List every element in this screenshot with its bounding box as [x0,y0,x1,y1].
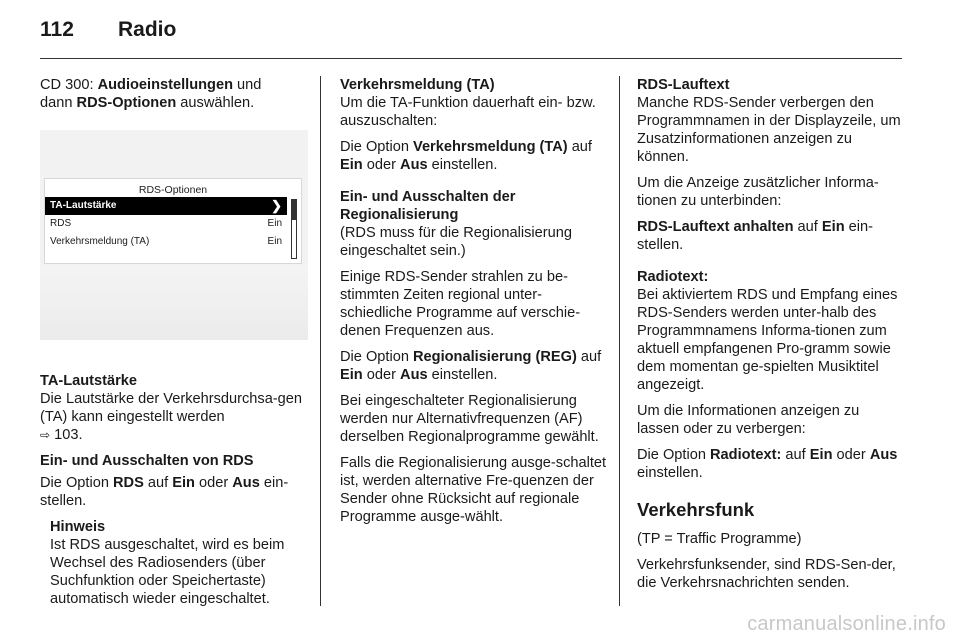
intro-paragraph: CD 300: Audioeinstellungen und dann RDS-Optionen auswählen. [40,77,262,111]
ta-option-paragraph: Die Option Verkehrsmeldung (TA) auf Ein oder Aus einstellen. [340,139,592,173]
column-divider [619,76,620,606]
rds-options-screenshot [40,130,308,340]
section-heading: Verkehrsmeldung (TA) [340,77,495,93]
screen-row-traffic: Verkehrsmeldung (TA) Ein [50,236,282,247]
screen-row-rds: RDS Ein [50,218,282,229]
page-title: Radio [118,18,177,41]
page-number: 112 [40,18,74,41]
column-3 [637,76,905,600]
page-header [40,18,176,48]
rds-paragraph: Die Option RDS auf Ein oder Aus ein-stellen. [40,475,289,509]
hint-box [40,518,308,608]
display-screen [44,178,302,264]
page-reference-icon: ⇨ [40,428,51,442]
section-heading: TA-Lautstärke [40,373,138,389]
reg-option-paragraph: Die Option Regionalisierung (REG) auf Ein oder Aus einstellen. [340,349,602,383]
rt-instruction: Um die Informationen anzeigen zu lassen oder zu verbergen: [637,403,860,437]
screen-title: RDS-Optionen [138,184,208,196]
vf-description: Verkehrsfunksender, sind RDS-Sen-der, die Verkehrsnachrichten senden. [637,557,896,591]
chevron-right-icon: ❯ [271,198,282,213]
section-heading: Ein- und Ausschalten von RDS [40,453,254,469]
column-divider [320,76,321,606]
lt-option-paragraph: RDS-Lauftext anhalten auf Ein ein-stellen. [637,219,873,253]
reg-note: (RDS muss für die Regionalisierung eingeschaltet sein.) [340,225,572,259]
reg-description: Einige RDS-Sender strahlen zu be-stimmten Zeiten regional unter-schiedliche Programme auf verschie-denen Frequenzen aus. [340,269,581,339]
rt-option-paragraph: Die Option Radiotext: auf Ein oder Aus einstellen. [637,447,898,481]
reg-disabled-text: Falls die Regionalisierung ausge-schaltet ist, werden alternative Fre-quenzen der Sender ohne Rücksicht auf regionale Programme ausge-wählt. [340,455,607,525]
vf-subtitle: (TP = Traffic Programme) [637,531,802,547]
header-rule [40,58,902,59]
watermark: carmanualsonline.info [747,613,946,635]
section-heading: Ein- und Ausschalten der Regionalisierung [340,189,516,223]
lt-description: Manche RDS-Sender verbergen den Programmnamen in der Displayzeile, um Zusatzinformationen anzeigen zu können. [637,95,901,165]
section-heading: Radiotext: [637,269,709,285]
ta-intro: Um die TA-Funktion dauerhaft ein- bzw. auszuschalten: [340,95,596,129]
column-1 [40,76,308,616]
ta-volume-paragraph: Die Lautstärke der Verkehrsdurchsa-gen (TA) kann eingestellt werden ⇨ 103. [40,391,303,443]
column-2 [340,76,608,534]
reg-enabled-text: Bei eingeschalteter Regionalisierung werden nur Alternativfrequenzen (AF) derselben Regionalprogramme gewählt. [340,393,599,445]
screen-row-ta-volume: TA-Lautstärke ❯ [45,197,287,215]
hint-text: Ist RDS ausgeschaltet, wird es beim Wechsel des Radiosenders (über Suchfunktion oder Speichertaste) automatisch wieder eingeschaltet. [50,537,285,607]
lt-instruction: Um die Anzeige zusätzlicher Informa-tionen zu unterbinden: [637,175,879,209]
screen-scrollbar [291,199,297,259]
screen-background [40,265,308,340]
scrollbar-thumb [292,200,296,220]
section-title: Verkehrsfunk [637,499,755,520]
section-heading: RDS-Lauftext [637,77,730,93]
rt-description: Bei aktiviertem RDS und Empfang eines RDS-Senders werden unter-halb des Programmnamens Informa-tionen zum aktuell empfangenen Pro-gramm sowie dem momentan ge-spielten Musiktitel angezeigt. [637,287,898,393]
hint-heading: Hinweis [50,519,106,535]
